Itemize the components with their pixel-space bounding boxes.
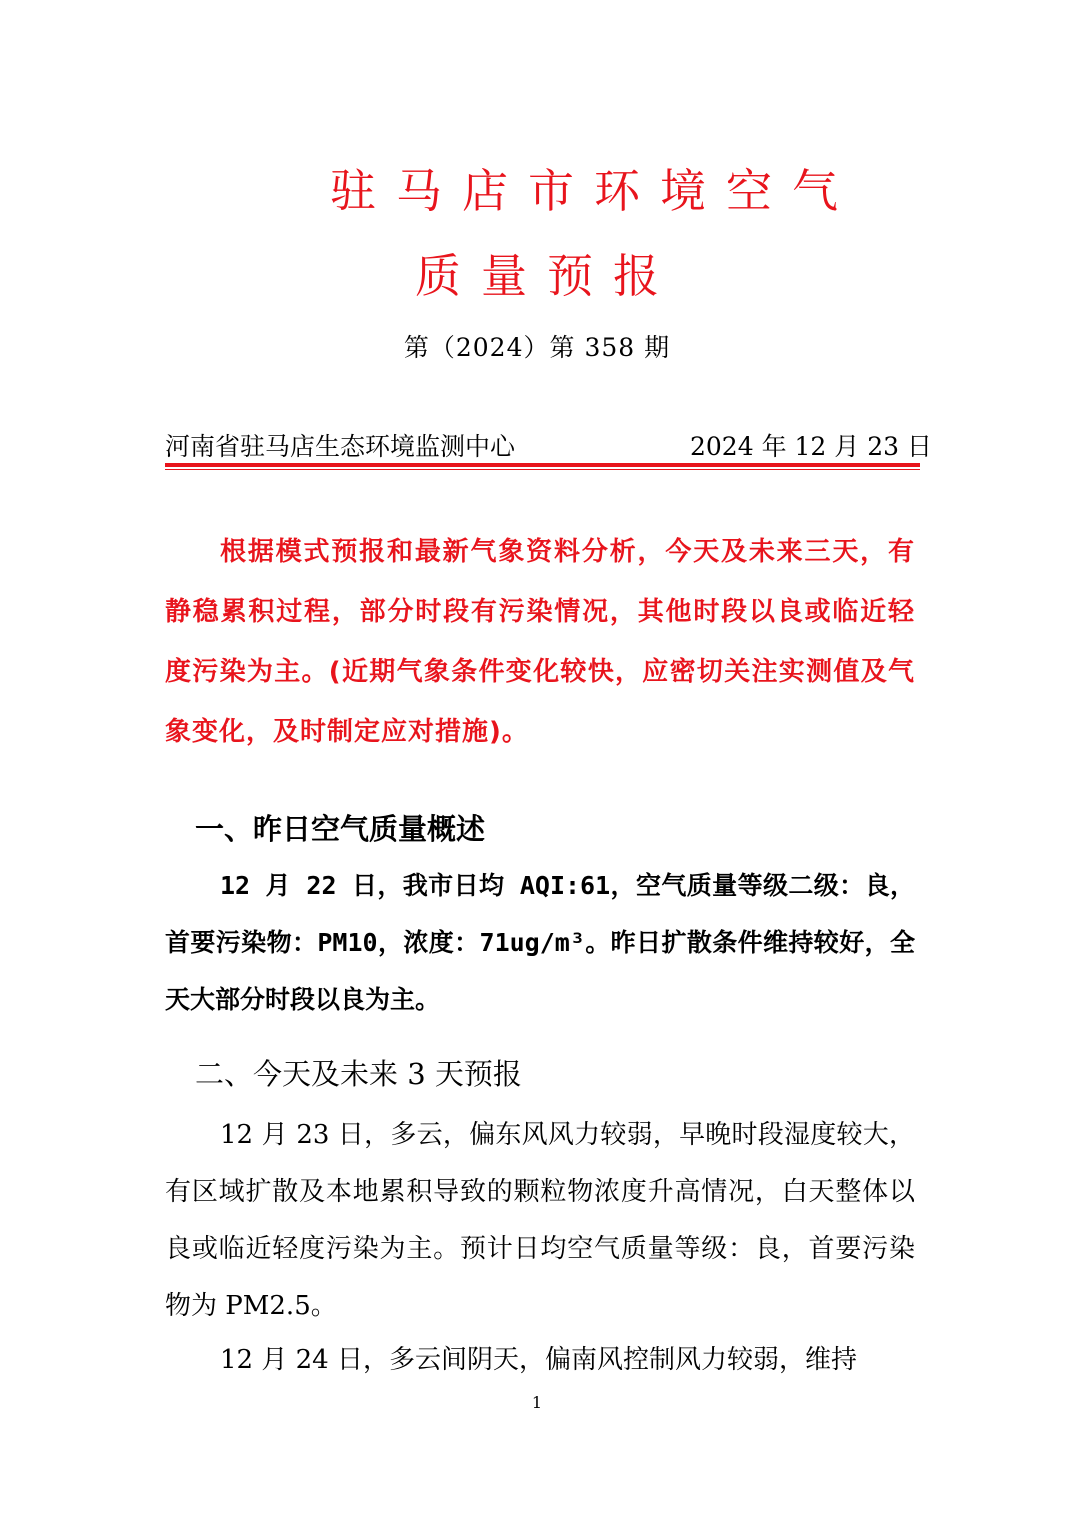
issue-number: 第（2024）第 358 期 bbox=[403, 333, 671, 362]
section-heading-forecast: 二、今天及未来 3 天预报 bbox=[195, 1057, 522, 1091]
section-heading-yesterday: 一、昨日空气质量概述 bbox=[195, 812, 486, 846]
red-divider-thin bbox=[165, 469, 920, 470]
forecast-paragraph-dec23: 12 月 23 日，多云，偏东风风力较弱，早晚时段湿度较大，有区域扩散及本地累积导致的颗粒物浓度升高情况，白天整体以良或临近轻度污染为主。预计日均空气质量等级：良，首要污染物为 PM2.5。 bbox=[165, 1120, 915, 1321]
page-number: 1 bbox=[531, 1393, 543, 1412]
forecast-paragraph-dec24: 12 月 24 日，多云间阴天，偏南风控制风力较弱，维持 bbox=[220, 1345, 857, 1375]
organization: 河南省驻马店生态环境监测中心 bbox=[165, 432, 516, 461]
title-line-1: 驻马店市环境空气 bbox=[330, 164, 858, 218]
section-text-yesterday: 12 月 22 日，我市日均 AQI:61，空气质量等级二级：良，首要污染物：PM10，浓度：71ug/m³。昨日扩散条件维持较好，全天大部分时段以良为主。 bbox=[165, 871, 915, 1014]
publish-date: 2024 年 12 月 23 日 bbox=[690, 432, 932, 461]
red-divider-thick bbox=[165, 463, 920, 467]
forecast-summary: 根据模式预报和最新气象资料分析，今天及未来三天，有静稳累积过程，部分时段有污染情况，其他时段以良或临近轻度污染为主。(近期气象条件变化较快，应密切关注实测值及气象变化，及时制定应对措施)。 bbox=[165, 537, 915, 747]
title-line-2: 质量预报 bbox=[415, 249, 679, 303]
